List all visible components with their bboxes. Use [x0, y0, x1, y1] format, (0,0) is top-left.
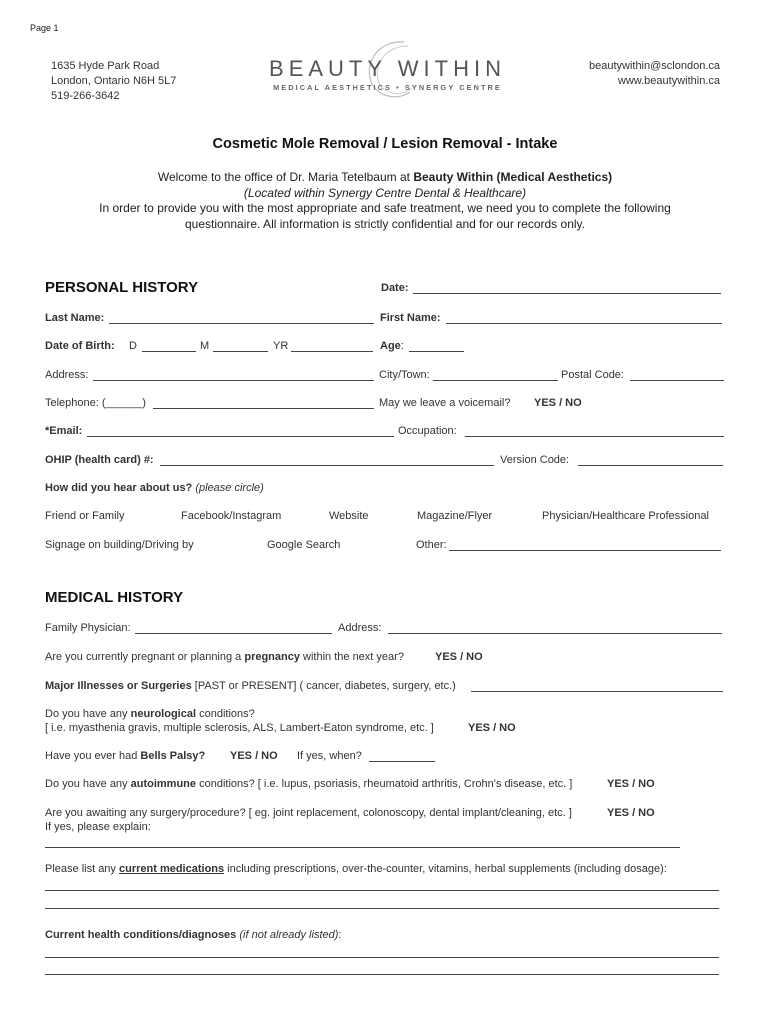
- clinic-contact: [589, 59, 720, 89]
- illness-question: [45, 680, 456, 692]
- dob-day-label: D: [129, 340, 137, 352]
- hear-option-google[interactable]: Google Search: [267, 539, 341, 551]
- family-physician-label: Family Physician:: [45, 622, 131, 634]
- welcome-prefix: Welcome to the office of Dr. Maria Tetelbaum at: [157, 170, 414, 184]
- address-field[interactable]: [93, 380, 374, 381]
- autoimmune-bold: autoimmune: [130, 778, 197, 790]
- surgery-explain-label: If yes, please explain:: [45, 821, 151, 833]
- address-label: Address:: [45, 369, 89, 381]
- form-title: Cosmetic Mole Removal / Lesion Removal - Intake: [212, 136, 558, 152]
- dob-label: Date of Birth:: [45, 340, 115, 352]
- pregnancy-prefix: Are you currently pregnant or planning a: [45, 651, 245, 663]
- bells-bold: Bells Palsy?: [140, 750, 206, 762]
- hear-option-signage[interactable]: Signage on building/Driving by: [45, 539, 194, 551]
- clinic-phone: 519-266-3642: [51, 90, 120, 102]
- hear-option-facebook[interactable]: Facebook/Instagram: [181, 510, 282, 522]
- medications-field-2[interactable]: [45, 908, 719, 909]
- medications-suffix: including prescriptions, over-the-counter, vitamins, herbal supplements (including dosage):: [224, 863, 667, 875]
- hear-option-friend[interactable]: Friend or Family: [45, 510, 125, 522]
- pregnancy-suffix: within the next year?: [299, 651, 404, 663]
- other-label: Other:: [416, 539, 447, 551]
- neuro-suffix: conditions?: [196, 708, 255, 720]
- conditions-bold: Current health conditions/diagnoses: [45, 929, 237, 941]
- pregnancy-question: [45, 651, 404, 663]
- first-name-label: First Name:: [380, 312, 441, 324]
- autoimmune-prefix: Do you have any: [45, 778, 131, 790]
- postal-code-label: Postal Code:: [561, 369, 624, 381]
- hear-option-magazine[interactable]: Magazine/Flyer: [417, 510, 493, 522]
- last-name-label: Last Name:: [45, 312, 105, 324]
- hear-option-physician[interactable]: Physician/Healthcare Professional: [542, 510, 709, 522]
- personal-history-heading: PERSONAL HISTORY: [45, 279, 199, 296]
- conditions-field-1[interactable]: [45, 957, 719, 958]
- pregnancy-bold: pregnancy: [244, 651, 300, 663]
- page-number: Page 1: [30, 23, 59, 33]
- address-line-2: London, Ontario N6H 5L7: [51, 75, 177, 87]
- family-physician-field[interactable]: [135, 633, 332, 634]
- conditions-note: (if not already listed): [239, 929, 339, 941]
- voicemail-yes-no[interactable]: YES / NO: [534, 397, 582, 409]
- dob-year-field[interactable]: [291, 351, 373, 352]
- neuro-yes-no[interactable]: YES / NO: [468, 722, 516, 734]
- other-field[interactable]: [449, 550, 721, 551]
- neuro-examples: [ i.e. myasthenia gravis, multiple sclerosis, ALS, Lambert-Eaton syndrome, etc. ]: [45, 722, 434, 734]
- occupation-field[interactable]: [465, 436, 724, 437]
- bells-prefix: Have you ever had: [45, 750, 141, 762]
- autoimmune-suffix: conditions? [ i.e. lupus, psoriasis, rheumatoid arthritis, Crohn's disease, etc. ]: [196, 778, 573, 790]
- conditions-field-2[interactable]: [45, 974, 719, 975]
- telephone-field[interactable]: [153, 408, 374, 409]
- medications-prefix: Please list any: [45, 863, 119, 875]
- bells-when-field[interactable]: [369, 761, 435, 762]
- conditions-question: [45, 929, 341, 941]
- surgery-question: Are you awaiting any surgery/procedure? [ eg. joint replacement, colonoscopy, dental implant/cleaning, etc. ]: [45, 807, 572, 819]
- medical-history-heading: MEDICAL HISTORY: [45, 589, 184, 606]
- version-code-field[interactable]: [578, 465, 723, 466]
- bells-when-label: If yes, when?: [297, 750, 362, 762]
- date-label: Date:: [381, 282, 409, 294]
- welcome-line: [0, 170, 770, 186]
- clinic-email[interactable]: beautywithin@sclondon.ca: [588, 60, 720, 72]
- occupation-label: Occupation:: [398, 425, 457, 437]
- physician-address-field[interactable]: [388, 633, 722, 634]
- age-label-text: Age: [380, 340, 401, 352]
- welcome-clinic: Beauty Within (Medical Aesthetics): [413, 170, 613, 184]
- telephone-label: Telephone: (______): [45, 397, 146, 409]
- voicemail-label: May we leave a voicemail?: [379, 397, 511, 409]
- intro-text: [0, 170, 770, 232]
- conditions-colon: :: [338, 929, 342, 941]
- hear-label: How did you hear about us?: [45, 482, 193, 494]
- logo-name: BEAUTY WITHIN: [269, 56, 506, 81]
- address-line-1: 1635 Hyde Park Road: [51, 60, 160, 72]
- surgery-explain-field[interactable]: [45, 847, 680, 848]
- autoimmune-question: [45, 778, 572, 790]
- ohip-label: OHIP (health card) #:: [45, 454, 154, 466]
- city-label: City/Town:: [379, 369, 430, 381]
- clinic-address: [51, 59, 176, 104]
- hear-option-website[interactable]: Website: [329, 510, 369, 522]
- neuro-bold: neurological: [130, 708, 197, 720]
- pregnancy-yes-no[interactable]: YES / NO: [435, 651, 483, 663]
- dob-day-field[interactable]: [142, 351, 196, 352]
- version-code-label: Version Code:: [500, 454, 570, 466]
- bells-yes-no[interactable]: YES / NO: [230, 750, 278, 762]
- medications-field-1[interactable]: [45, 890, 719, 891]
- intro-line-3: In order to provide you with the most appropriate and safe treatment, we need you to complete the following: [99, 201, 671, 215]
- illness-rest: [PAST or PRESENT] ( cancer, diabetes, surgery, etc.): [191, 680, 456, 692]
- intro-line-4: questionnaire. All information is strictly confidential and for our records only.: [185, 216, 585, 231]
- hear-about-us: [45, 482, 264, 494]
- clinic-website[interactable]: www.beautywithin.ca: [617, 75, 720, 87]
- autoimmune-yes-no[interactable]: YES / NO: [607, 778, 655, 790]
- illness-field[interactable]: [471, 691, 723, 692]
- surgery-yes-no[interactable]: YES / NO: [607, 807, 655, 819]
- date-field[interactable]: [413, 293, 721, 294]
- email-label: *Email:: [45, 425, 83, 437]
- ohip-field[interactable]: [160, 465, 494, 466]
- city-field[interactable]: [433, 380, 558, 381]
- medications-question: [45, 863, 667, 875]
- illness-bold: Major Illnesses or Surgeries: [45, 680, 192, 692]
- neuro-question: [45, 708, 255, 720]
- hear-note: (please circle): [195, 482, 264, 494]
- medications-bold: current medications: [118, 863, 225, 875]
- age-field[interactable]: [409, 351, 464, 352]
- logo-tagline: MEDICAL AESTHETICS • SYNERGY CENTRE: [273, 83, 502, 92]
- email-field[interactable]: [87, 436, 394, 437]
- first-name-field[interactable]: [446, 323, 722, 324]
- dob-month-label: M: [200, 340, 210, 352]
- postal-code-field[interactable]: [630, 380, 724, 381]
- dob-year-label: YR: [273, 340, 289, 352]
- physician-address-label: Address:: [338, 622, 382, 634]
- dob-month-field[interactable]: [213, 351, 268, 352]
- neuro-prefix: Do you have any: [45, 708, 131, 720]
- beauty-within-logo: [265, 40, 510, 104]
- located-line: (Located within Synergy Centre Dental & Healthcare): [243, 185, 527, 200]
- age-label: [380, 340, 404, 352]
- bells-question: [45, 750, 205, 762]
- last-name-field[interactable]: [109, 323, 374, 324]
- age-colon: :: [400, 340, 404, 352]
